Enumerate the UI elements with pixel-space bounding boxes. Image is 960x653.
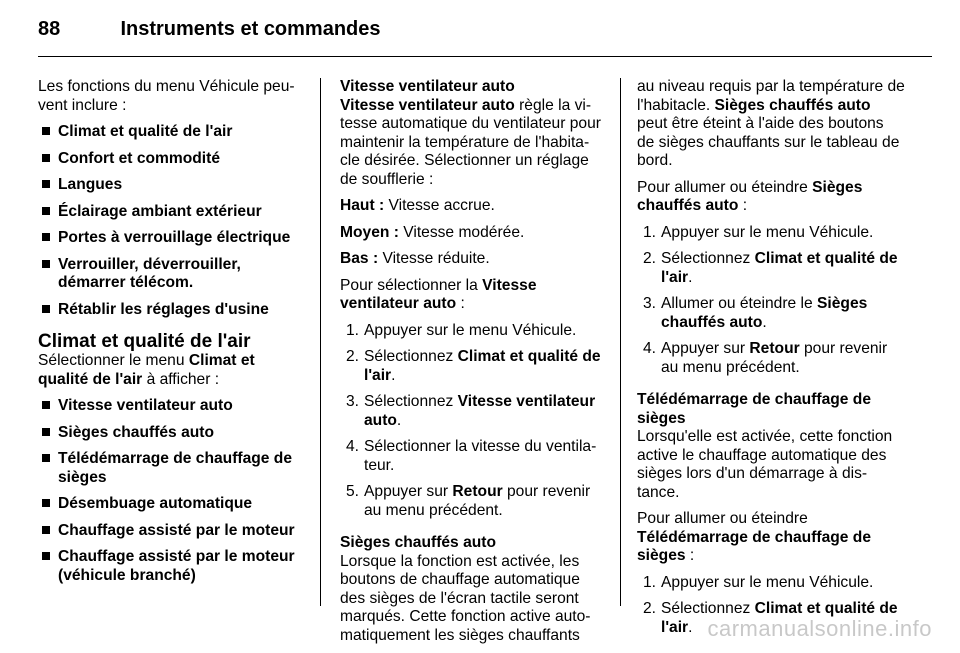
list-item: Désembuage automatique [38, 495, 306, 514]
square-bullet-icon [42, 233, 50, 241]
list-item: 4. Sélectionner la vitesse du ventila-teur. [346, 438, 597, 474]
paragraph: Haut : Vitesse accrue. [340, 197, 495, 214]
square-bullet-icon [42, 428, 50, 436]
section-heading: Télédémarrage de chauffage de sièges [637, 391, 871, 427]
section-heading: Sièges chauffés auto [340, 534, 496, 551]
column-1 [38, 78, 306, 593]
paragraph: Pour allumer ou éteindre Télédémarrage de chauffage de sièges : [637, 510, 871, 564]
square-bullet-icon [42, 305, 50, 313]
list-item: Télédémarrage de chauffage de sièges [38, 450, 306, 487]
square-bullet-icon [42, 260, 50, 268]
square-bullet-icon [42, 180, 50, 188]
list-item: 2. Sélectionnez Climat et qualité de l'air. [643, 250, 898, 286]
list-item: 1. Appuyer sur le menu Véhicule. [643, 573, 874, 591]
paragraph: Vitesse ventilateur auto règle la vi-tesse automatique du ventilateur pour maintenir la température de l'habita-cle désirée. Sélectionner un réglage de soufflerie : [340, 96, 601, 188]
list-item: Rétablir les réglages d'usine [38, 301, 306, 320]
list-item: Portes à verrouillage électrique [38, 229, 306, 248]
square-bullet-icon [42, 207, 50, 215]
list-item: Climat et qualité de l'air [38, 123, 306, 142]
list-item: Chauffage assisté par le moteur [38, 522, 306, 541]
section-heading: Climat et qualité de l'air [38, 331, 251, 352]
list-item: 3. Allumer ou éteindre le Sièges chauffés auto. [643, 295, 868, 331]
square-bullet-icon [42, 499, 50, 507]
column-divider-2 [620, 78, 621, 606]
menu-intro: Les fonctions du menu Véhicule peu-vent inclure : [38, 78, 295, 114]
paragraph: au niveau requis par la température de l'habitacle. Sièges chauffés auto peut être éteint à l'aide des boutons de sièges chauffants sur le tableau de bord. [637, 78, 905, 169]
climate-list [38, 397, 306, 585]
square-bullet-icon [42, 552, 50, 560]
paragraph: Pour allumer ou éteindre Sièges chauffés auto : [637, 178, 863, 214]
paragraph: Lorsque la fonction est activée, les boutons de chauffage automatique des sièges de l'écran tactile seront marqués. Cette fonction active auto-matiquement les sièges chauffants [340, 552, 591, 644]
section-heading: Vitesse ventilateur auto [340, 78, 515, 95]
page-number: 88 [38, 18, 61, 40]
section-intro: Sélectionner le menu Climat et qualité de l'air à afficher : [38, 352, 255, 388]
list-item: Langues [38, 176, 306, 195]
paragraph: Lorsqu'elle est activée, cette fonction active le chauffage automatique des sièges lors d'un démarrage à dis-tance. [637, 428, 893, 501]
page-title: Instruments et commandes [120, 18, 381, 40]
list-item: Éclairage ambiant extérieur [38, 203, 306, 222]
list-item: Verrouiller, déverrouiller, démarrer télécom. [38, 256, 306, 293]
paragraph: Bas : Vitesse réduite. [340, 250, 490, 267]
list-item: 1. Appuyer sur le menu Véhicule. [346, 321, 577, 339]
square-bullet-icon [42, 127, 50, 135]
list-item: 3. Sélectionnez Vitesse ventilateur auto. [346, 393, 596, 429]
column-divider-1 [320, 78, 321, 606]
page-header [38, 18, 381, 54]
list-item: Confort et commodité [38, 150, 306, 169]
list-item: Vitesse ventilateur auto [38, 397, 306, 416]
list-item: Chauffage assisté par le moteur (véhicule branché) [38, 548, 306, 585]
watermark: carmanualsonline.info [707, 616, 932, 641]
list-item: 4. Appuyer sur Retour pour revenir au menu précédent. [643, 340, 888, 376]
paragraph: Moyen : Vitesse modérée. [340, 223, 525, 241]
header-rule [38, 56, 932, 57]
square-bullet-icon [42, 454, 50, 462]
list-item: Sièges chauffés auto [38, 424, 306, 443]
square-bullet-icon [42, 154, 50, 162]
square-bullet-icon [42, 526, 50, 534]
menu-list [38, 123, 306, 319]
list-item: 2. Sélectionnez Climat et qualité de l'air. [643, 600, 898, 636]
square-bullet-icon [42, 401, 50, 409]
paragraph: Pour sélectionner la Vitesse ventilateur auto : [340, 276, 537, 312]
column-2 [340, 78, 605, 653]
list-item: 5. Appuyer sur Retour pour revenir au menu précédent. [346, 483, 591, 519]
list-item: 1. Appuyer sur le menu Véhicule. [643, 223, 874, 241]
column-3 [637, 78, 905, 645]
list-item: 2. Sélectionnez Climat et qualité de l'air. [346, 348, 601, 384]
